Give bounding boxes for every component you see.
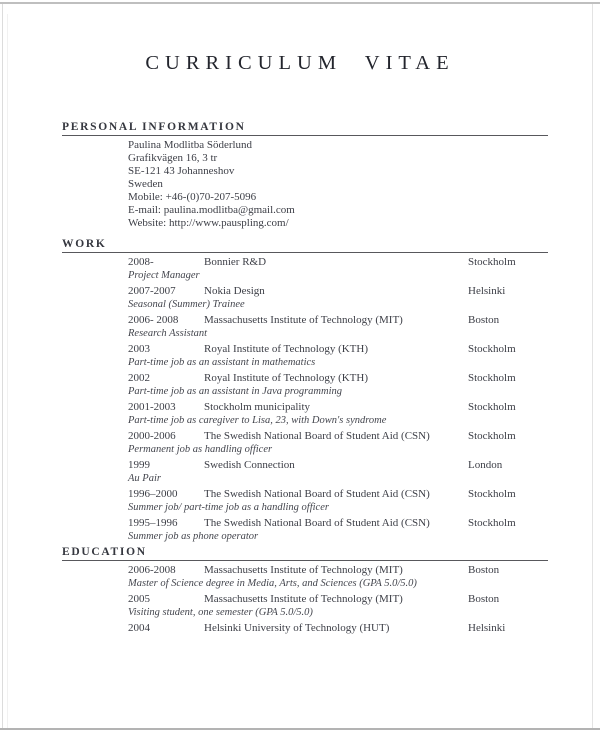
page-edge-left bbox=[2, 4, 3, 728]
street-address: Grafikvägen 16, 3 tr bbox=[128, 152, 218, 164]
section-personal-information bbox=[62, 121, 548, 230]
entry-years: 1999 bbox=[128, 459, 150, 471]
entry-location: Stockholm bbox=[468, 430, 516, 442]
work-heading: WORK bbox=[62, 238, 548, 253]
entry-organization: Stockholm municipality bbox=[204, 401, 311, 413]
mobile-line: Mobile: +46-(0)70-207-5096 bbox=[128, 191, 257, 203]
work-entry bbox=[62, 401, 548, 427]
country: Sweden bbox=[128, 178, 163, 190]
page-edge-top bbox=[0, 2, 600, 4]
entry-role: Project Manager bbox=[128, 270, 200, 281]
entry-degree: Master of Science degree in Media, Arts, and Sciences (GPA 5.0/5.0) bbox=[128, 578, 417, 589]
entry-location: Helsinki bbox=[468, 285, 506, 297]
entry-location: Boston bbox=[468, 314, 500, 326]
document-body bbox=[62, 121, 548, 648]
person-name: Paulina Modlitba Söderlund bbox=[128, 139, 253, 151]
entry-role: Research Assistant bbox=[128, 328, 208, 339]
work-entry bbox=[62, 430, 548, 456]
entry-role: Summer job/ part-time job as a handling officer bbox=[128, 502, 329, 513]
education-heading: EDUCATION bbox=[62, 546, 548, 561]
entry-years: 2000-2006 bbox=[128, 430, 176, 442]
entry-years: 2005 bbox=[128, 593, 150, 605]
entry-years: 2006-2008 bbox=[128, 564, 176, 576]
entry-degree: Visiting student, one semester (GPA 5.0/5.0) bbox=[128, 607, 313, 618]
entry-role: Part-time job as caregiver to Lisa, 23, with Down's syndrome bbox=[128, 415, 387, 426]
entry-years: 2006- 2008 bbox=[128, 314, 179, 326]
personal-information-block bbox=[62, 139, 548, 230]
entry-years: 1996–2000 bbox=[128, 488, 178, 500]
entry-years: 2007-2007 bbox=[128, 285, 176, 297]
entry-organization: Bonnier R&D bbox=[204, 256, 267, 268]
entry-location: Boston bbox=[468, 593, 500, 605]
entry-location: Stockholm bbox=[468, 343, 516, 355]
postal-city: SE-121 43 Johanneshov bbox=[128, 165, 235, 177]
entry-location: London bbox=[468, 459, 503, 471]
work-entry bbox=[62, 488, 548, 514]
entry-location: Stockholm bbox=[468, 517, 516, 529]
work-entry bbox=[62, 459, 548, 485]
entry-organization: The Swedish National Board of Student Aid (CSN) bbox=[204, 488, 430, 500]
entry-years: 2002 bbox=[128, 372, 150, 384]
entry-role: Part-time job as an assistant in mathematics bbox=[128, 357, 316, 368]
personal-information-heading: PERSONAL INFORMATION bbox=[62, 121, 548, 136]
entry-years: 2004 bbox=[128, 622, 150, 634]
entry-organization: Royal Institute of Technology (KTH) bbox=[204, 372, 368, 384]
work-entry bbox=[62, 256, 548, 282]
entry-role: Summer job as phone operator bbox=[128, 531, 259, 542]
education-entry bbox=[62, 622, 548, 648]
work-entry bbox=[62, 285, 548, 311]
education-entry bbox=[62, 564, 548, 590]
section-work bbox=[62, 238, 548, 543]
page-edge-left-inner bbox=[7, 14, 8, 728]
website-line: Website: http://www.pauspling.com/ bbox=[128, 217, 289, 229]
entry-years: 2008- bbox=[128, 256, 154, 268]
entry-organization: Massachusetts Institute of Technology (MIT) bbox=[204, 593, 403, 605]
work-entry bbox=[62, 343, 548, 369]
work-entry bbox=[62, 517, 548, 543]
entry-degree bbox=[62, 635, 548, 648]
entry-organization: Massachusetts Institute of Technology (MIT) bbox=[204, 564, 403, 576]
work-entry bbox=[62, 372, 548, 398]
entry-organization: Swedish Connection bbox=[204, 459, 295, 471]
entry-organization: Nokia Design bbox=[204, 285, 265, 297]
entry-years: 2003 bbox=[128, 343, 150, 355]
email-line: E-mail: paulina.modlitba@gmail.com bbox=[128, 204, 295, 216]
entry-location: Stockholm bbox=[468, 256, 516, 268]
entry-organization: Helsinki University of Technology (HUT) bbox=[204, 622, 390, 634]
entry-organization: Massachusetts Institute of Technology (MIT) bbox=[204, 314, 403, 326]
education-entry bbox=[62, 593, 548, 619]
entry-years: 2001-2003 bbox=[128, 401, 176, 413]
entry-location: Stockholm bbox=[468, 401, 516, 413]
entry-role: Seasonal (Summer) Trainee bbox=[128, 299, 245, 310]
entry-years: 1995–1996 bbox=[128, 517, 178, 529]
entry-role: Au Pair bbox=[128, 473, 161, 484]
entry-location: Stockholm bbox=[468, 372, 516, 384]
entry-organization: The Swedish National Board of Student Aid (CSN) bbox=[204, 430, 430, 442]
entry-role: Permanent job as handling officer bbox=[128, 444, 273, 455]
entry-role: Part-time job as an assistant in Java programming bbox=[128, 386, 342, 397]
page-edge-right bbox=[592, 4, 593, 728]
entry-organization: Royal Institute of Technology (KTH) bbox=[204, 343, 368, 355]
entry-location: Boston bbox=[468, 564, 500, 576]
entry-organization: The Swedish National Board of Student Aid (CSN) bbox=[204, 517, 430, 529]
work-entry bbox=[62, 314, 548, 340]
entry-location: Stockholm bbox=[468, 488, 516, 500]
education-entries bbox=[62, 564, 548, 648]
document-title: CURRICULUM VITAE bbox=[145, 52, 455, 74]
work-entries bbox=[62, 256, 548, 543]
entry-location: Helsinki bbox=[468, 622, 506, 634]
section-education bbox=[62, 546, 548, 648]
